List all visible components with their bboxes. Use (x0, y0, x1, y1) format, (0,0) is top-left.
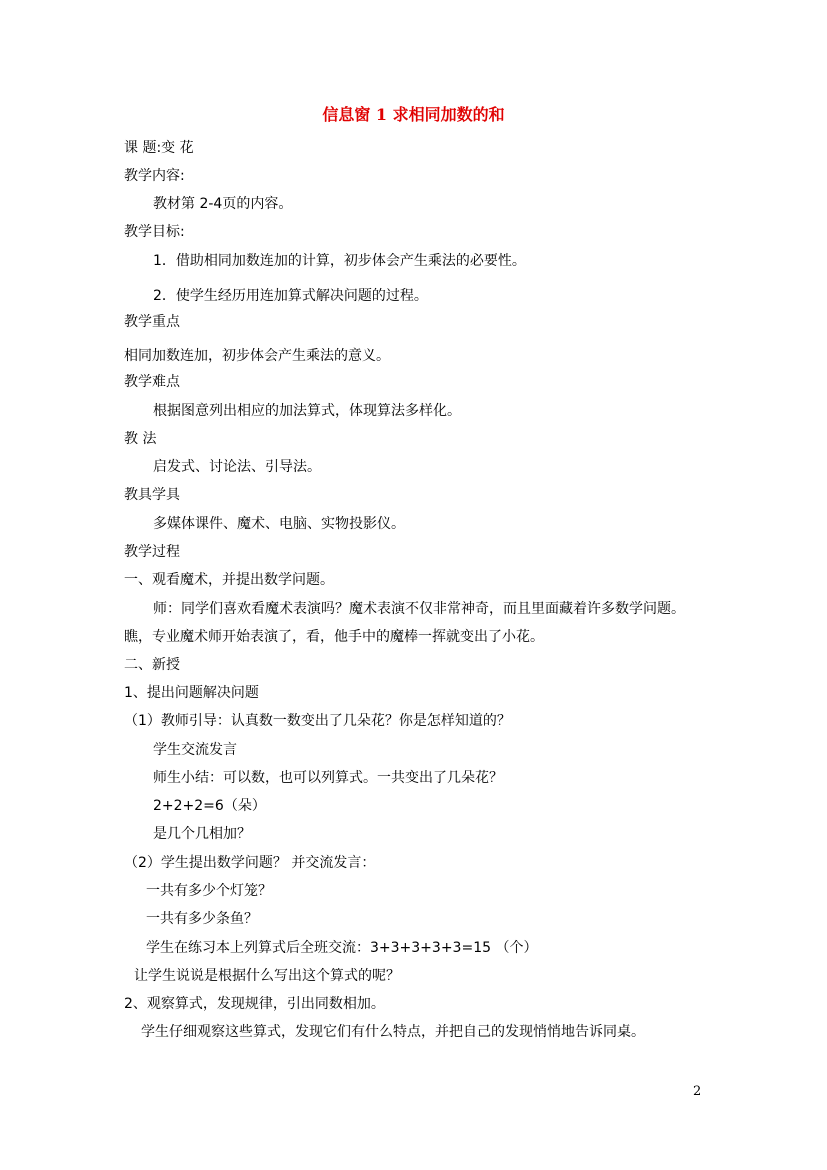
text-line: 让学生说说是根据什么写出这个算式的呢？ (134, 968, 400, 984)
text-line: 一共有多少条鱼？ (146, 911, 258, 927)
text-line: 课 题:变 花 (124, 140, 194, 156)
text-line: 相同加数连加，初步体会产生乘法的意义。 (124, 348, 390, 364)
text-line: 学生在练习本上列算式后全班交流：3+3+3+3+3=15 （个） (146, 940, 538, 956)
text-line: 1．借助相同加数连加的计算，初步体会产生乘法的必要性。 (153, 253, 526, 269)
text-line: 根据图意列出相应的加法算式，体现算法多样化。 (153, 403, 461, 419)
text-line: 1、提出问题解决问题 (124, 685, 259, 701)
text-line: 2、观察算式，发现规律，引出同数相加。 (124, 996, 385, 1012)
text-line: 教学目标: (124, 224, 185, 240)
text-line: 多媒体课件、魔术、电脑、实物投影仪。 (153, 516, 405, 532)
text-line: 教学过程 (124, 544, 180, 560)
text-line: 启发式、讨论法、引导法。 (153, 459, 321, 475)
text-line: 学生仔细观察这些算式，发现它们有什么特点，并把自己的发现悄悄地告诉同桌。 (141, 1024, 645, 1040)
text-line: 二、新授 (124, 657, 180, 673)
text-line: 师：同学们喜欢看魔术表演吗？魔术表演不仅非常神奇，而且里面藏着许多数学问题。 (153, 601, 685, 617)
text-line: 教学重点 (124, 314, 180, 330)
text-line: 2+2+2=6（朵） (153, 798, 266, 814)
text-line: 2．使学生经历用连加算式解决问题的过程。 (153, 288, 428, 304)
document-title: 信息窗 1 求相同加数的和 (322, 105, 505, 124)
text-line: （2）学生提出数学问题？ 并交流发言： (124, 855, 376, 871)
text-line: 教材第 2-4页的内容。 (153, 196, 293, 212)
text-line: 教 法 (124, 431, 157, 447)
text-line: 瞧，专业魔术师开始表演了，看，他手中的魔棒一挥就变出了小花。 (124, 629, 544, 645)
text-line: 一共有多少个灯笼？ (146, 883, 272, 899)
text-line: 教学内容: (124, 168, 185, 184)
page-number: 2 (693, 1084, 702, 1099)
text-line: 一、观看魔术，并提出数学问题。 (124, 572, 334, 588)
text-line: 学生交流发言 (153, 742, 237, 758)
text-line: 师生小结：可以数，也可以列算式。一共变出了几朵花？ (153, 770, 503, 786)
text-line: 是几个几相加？ (153, 826, 251, 842)
text-line: 教学难点 (124, 374, 180, 390)
text-line: （1）教师引导：认真数一数变出了几朵花？你是怎样知道的？ (124, 713, 511, 729)
text-line: 教具学具 (124, 487, 180, 503)
